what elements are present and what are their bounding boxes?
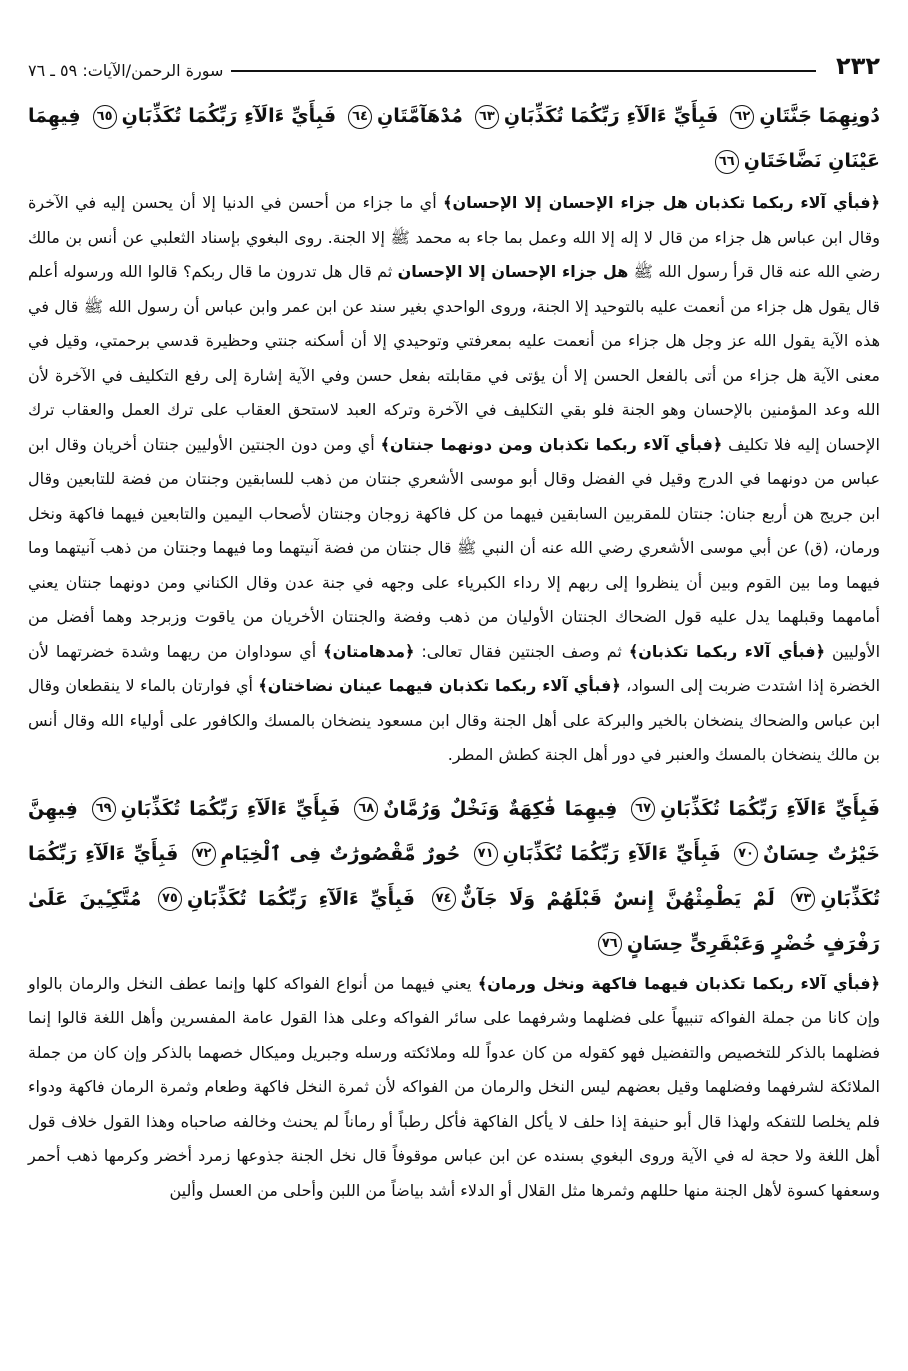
ayah-number-marker: ٧١ bbox=[474, 842, 498, 866]
ayah-number-marker: ٧٢ bbox=[192, 842, 216, 866]
surah-title: سورة الرحمن/الآيات: ٥٩ ـ ٧٦ bbox=[28, 61, 224, 80]
ayah-number-marker: ٧٥ bbox=[158, 887, 182, 911]
ayah-text: فَبِأَيِّ ءَالَآءِ رَبِّكُمَا تُكَذِّبَانِ bbox=[28, 842, 880, 910]
quoted-verse: ﴿مدهامتان﴾ bbox=[323, 641, 415, 661]
quran-verses-62-66 bbox=[28, 94, 880, 184]
quoted-verse: ﴿فبأي آلاء ربكما تكذبان ومن دونهما جنتان﴾ bbox=[380, 434, 723, 454]
ayah-text: مُتَّكِـِٔينَ عَلَىٰ رَفْرَفٍ خُضْرٍ وَعَبْقَرِىٍّ حِسَانٍ bbox=[28, 887, 880, 955]
ayah-text: فِيهِنَّ خَيْرَٰتٌ حِسَانٌ bbox=[28, 797, 881, 865]
ayah-number-marker: ٦٥ bbox=[93, 105, 117, 129]
ayah-number-marker: ٦٢ bbox=[730, 105, 754, 129]
ayah-text: فَبِأَيِّ ءَالَآءِ رَبِّكُمَا تُكَذِّبَانِ bbox=[121, 105, 337, 127]
quoted-verse: ﴿فبأي آلاء ربكما تكذبان فيهما فاكهة ونخل ورمان﴾ bbox=[477, 973, 880, 993]
quoted-verse: ﴿فبأي آلاء ربكما تكذبان﴾ bbox=[628, 641, 825, 661]
quoted-verse: ﴿فبأي آلاء ربكما تكذبان فيهما عينان نضاختان﴾ bbox=[258, 676, 621, 695]
page-header bbox=[28, 44, 880, 80]
ayah-text: فَبِأَيِّ ءَالَآءِ رَبِّكُمَا تُكَذِّبَانِ bbox=[502, 842, 721, 865]
ayah-number-marker: ٦٣ bbox=[475, 105, 499, 129]
ayah-number-marker: ٧٠ bbox=[734, 842, 758, 866]
ayah-number-marker: ٦٦ bbox=[715, 150, 739, 174]
ayah-text: فَبِأَيِّ ءَالَآءِ رَبِّكُمَا تُكَذِّبَانِ bbox=[186, 887, 415, 910]
ayah-text: حُورٌ مَّقْصُورَٰتٌ فِى ٱلْخِيَامِ bbox=[220, 842, 461, 865]
ayah-text: مُدْهَآمَّتَانِ bbox=[377, 105, 463, 127]
ayah-number-marker: ٦٩ bbox=[92, 797, 116, 821]
ayah-text: فَبِأَيِّ ءَالَآءِ رَبِّكُمَا تُكَذِّبَانِ bbox=[120, 797, 341, 820]
commentary-text: أي سوداوان من ريهما وشدة خضرتهما لأن الخضرة إذا اشتدت ضربت إلى السواد، bbox=[28, 641, 881, 695]
commentary-text: ثم قال هل تدرون ما قال ربكم؟ قالوا الله ورسوله أعلم قال يقول هل جزاء من أنعمت عليه بالتوحيد إلا الجنة، وروى الواحدي بغير سند عن ابن عمر وابن عباس أن رسول الله ﷺ قال في هذه الآية يقول الله عز وجل هل جزاء من أنعمت عليه بمعرفتي وتوحيدي إلا أن أسكنه جنتي وحظيرة قدسي برحمتي، وقيل في معنى الآية هل جزاء من أتى بالفعل الحسن إلا أن يؤتى في مقابلته بفعل حسن وفي الآية إشارة إلى رفع التكليف في الآخرة لأن الله وعد المؤمنين بالإحسان وهو الجنة فلو بقي التكليف في الآخرة وتركه العبد لاستحق العقاب على ترك العمل والعقاب ترك الإحسان إليه فلا تكليف bbox=[28, 262, 880, 454]
ayah-number-marker: ٦٤ bbox=[348, 105, 372, 129]
ayah-number-marker: ٧٤ bbox=[432, 887, 456, 911]
commentary-text: ثم وصف الجنتين فقال تعالى: bbox=[414, 641, 629, 661]
ayah-text: دُونِهِمَا جَنَّتَانِ bbox=[759, 105, 880, 127]
commentary-text: أي ما جزاء من أحسن في الدنيا إلا أن يحسن إليه في الآخرة وقال ابن عباس هل جزاء من قال لا إله إلا الله وعمل بما جاء به محمد ﷺ إلا الجنة. روى البغوي بإسناد الثعلبي عن أنس بن مالك رضي الله عنه قال قرأ رسول الله ﷺ bbox=[28, 193, 881, 281]
ayah-text: فَبِأَيِّ ءَالَآءِ رَبِّكُمَا تُكَذِّبَانِ bbox=[503, 105, 719, 127]
commentary-text: يعني فيهما من أنواع الفواكه كلها وإنما عطف النخل والرمان بالواو وإن كانا من جملة الفواكه تنبيهاً على فضلهما وشرفهما على سائر الفواكه وعلى هذا القول عامة المفسرين وأهل اللغة قالوا إنما فضلهما بالذكر للتخصيص والتفضيل فهو كقوله من كان عدواً لله وملائكته ورسله وجبريل وميكال خصهما بالذكر وإن كان من جملة الملائكة لشرفهما وفضلهما وقيل بعضهم ليس النخل والرمان من الفواكه لأن ثمرة النخل فاكهة وطعام وثمرة الرمان فاكهة ودواء فلم يخلصا للتفكه ولهذا قال أبو حنيفة إذا حلف لا يأكل الفاكهة فأكل رطباً أو رماناً لم يحنث وخالفه صاحباه وهذا القول خلاف قول أهل اللغة ولا حجة له في الآية وروى البغوي بسنده عن ابن عباس موقوفاً قال نخل الجنة جذوعها زمرد أخضر وكرمها ذهب أحمر وسعفها كسوة لأهل الجنة منها حللهم وثمرها مثل القلال أو الدلاء أشد بياضاً من اللبن وأحلى من العسل وألين bbox=[28, 973, 880, 1200]
commentary-text: أي ومن دون الجنتين الأوليين جنتان أخريان وقال ابن عباس من دونهما في الدرج وقيل في الفضل وقال أبو موسى الأشعري جنتان من ذهب للسابقين وجنتان من فضة للتابعين وقال ابن جريج هن أربع جنان: جنتان للمقربين السابقين فيهما من كل فاكهة زوجان وجنتان لأصحاب اليمين والتابعين فيهما فاكهة ونخل ورمان، (ق) عن أبي موسى الأشعري رضي الله عنه أن النبي ﷺ قال جنتان من فضة آنيتهما وما فيهما وجنتان من ذهب آنيتهما وما فيهما وما بين القوم وبين أن ينظروا إلى ربهم إلا رداء الكبرياء على وجهه في جنة عدن وقال الكناني ومن دونهما جنتان يعني أمامهما وقبلهما يدل عليه قول الضحاك الجنتان الأوليان من ذهب وفضة والجنتان الأخريان من ياقوت وزبرجد وهما أفضل من الأوليين bbox=[28, 434, 881, 661]
tafsir-paragraph-2 bbox=[28, 967, 880, 1209]
commentary-text: أي فوارتان بالماء لا ينقطعان وقال ابن عباس والضحاك ينضخان بالخير والبركة على أهل الجنة وقال ابن مسعود ينضخان بالمسك والكافور على أولياء الله وقال أنس بن مالك ينضخان بالمسك والعنبر في دور أهل الجنة كطش المطر. bbox=[28, 676, 880, 764]
ayah-number-marker: ٦٧ bbox=[631, 797, 655, 821]
ayah-number-marker: ٧٦ bbox=[598, 932, 622, 956]
header-divider bbox=[231, 70, 816, 72]
quran-verses-67-76 bbox=[28, 787, 880, 967]
quoted-verse: هل جزاء الإحسان إلا الإحسان bbox=[397, 262, 629, 281]
ayah-text: فِيهِمَا عَيْنَانِ نَضَّاخَتَانِ bbox=[28, 105, 880, 172]
ayah-text: لَمْ يَطْمِثْهُنَّ إِنسٌ قَبْلَهُمْ وَلَا جَآنٌّ bbox=[460, 887, 775, 910]
page bbox=[28, 44, 880, 1208]
ayah-number-marker: ٧٣ bbox=[791, 887, 815, 911]
tafsir-paragraph-1 bbox=[28, 186, 880, 773]
ayah-number-marker: ٦٨ bbox=[354, 797, 378, 821]
page-number: ٢٣٢ bbox=[836, 52, 880, 80]
ayah-text: فَبِأَيِّ ءَالَآءِ رَبِّكُمَا تُكَذِّبَانِ bbox=[660, 797, 880, 820]
ayah-text: فِيهِمَا فَٰكِهَةٌ وَنَخْلٌ وَرُمَّانٌ bbox=[383, 797, 618, 820]
quoted-verse: ﴿فبأي آلاء ربكما تكذبان هل جزاء الإحسان إلا الإحسان﴾ bbox=[443, 193, 881, 212]
